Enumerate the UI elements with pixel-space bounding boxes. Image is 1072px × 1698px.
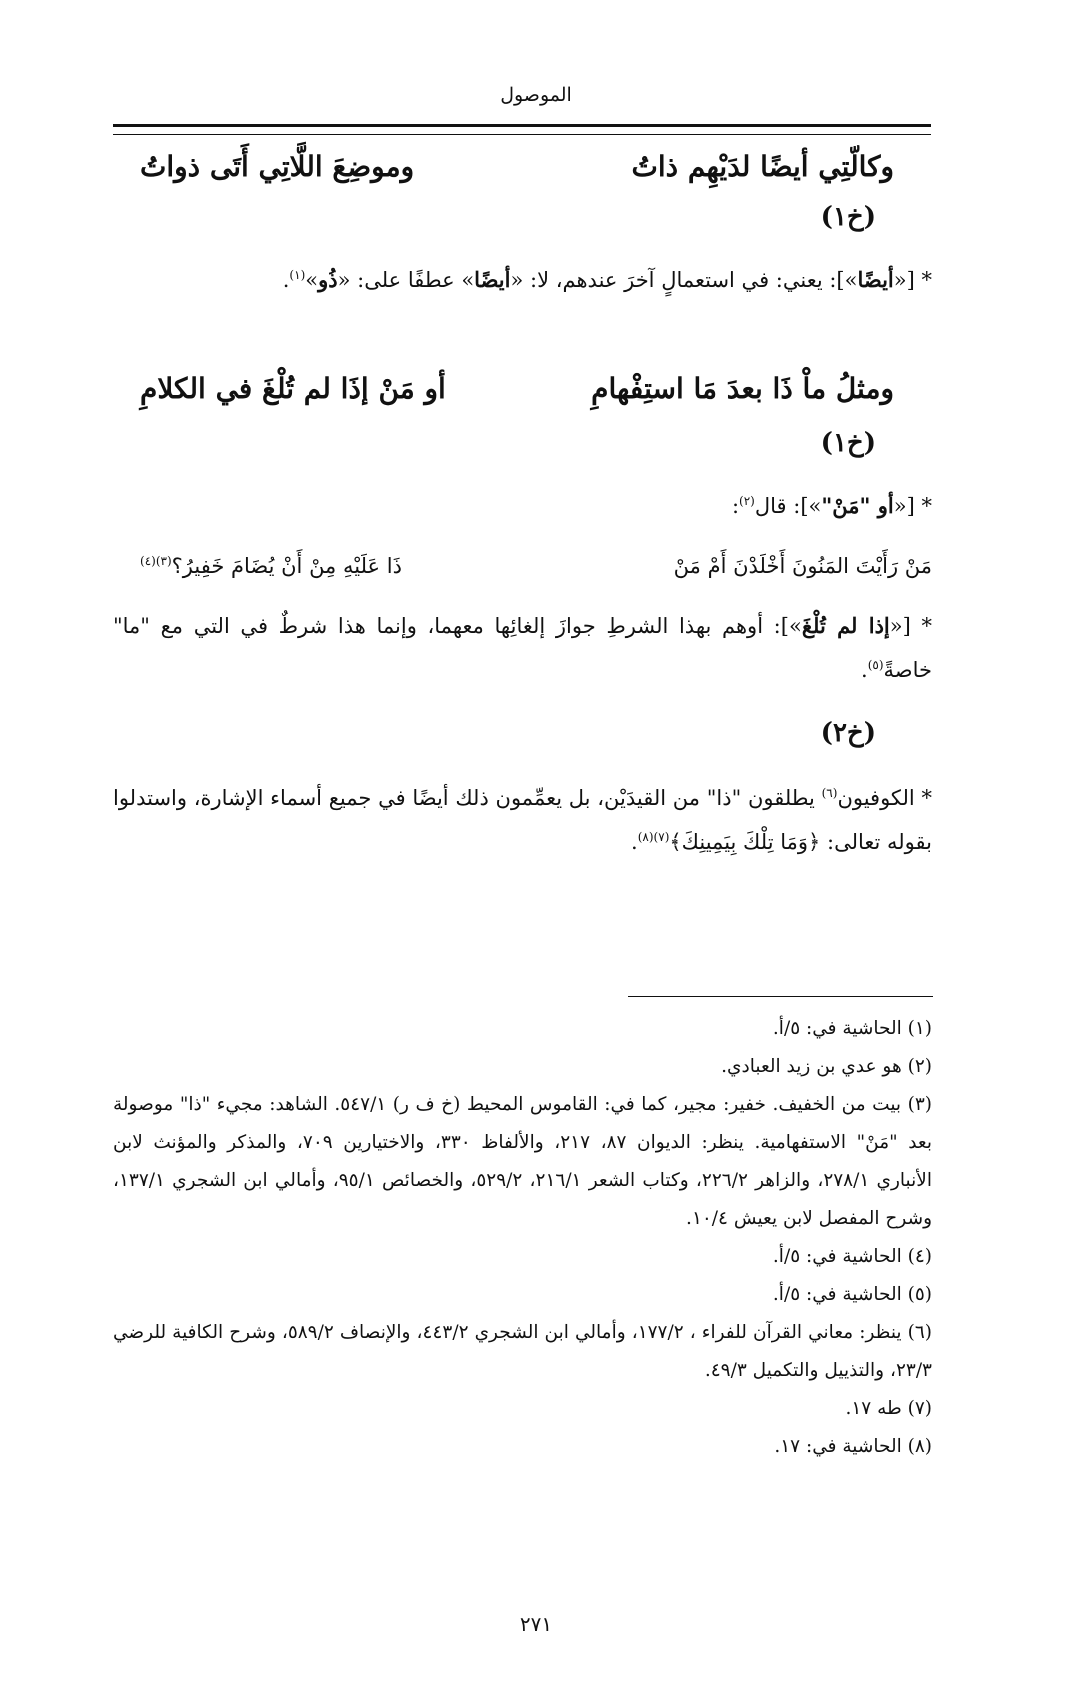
punctuation: : (731, 494, 740, 518)
footnote-7: (٧) طه ١٧. (845, 1398, 932, 1419)
poem-right-hemistich: مَنْ رَأَيْتَ المَنُونَ أَخْلَدْنَ أَمْ مَنْ (673, 554, 932, 578)
keyword: أيضًا (857, 267, 894, 292)
footnote-1: (١) الحاشية في: ٥/أ. (772, 1018, 932, 1039)
punctuation: . (631, 830, 638, 854)
bracket-open: [« (893, 494, 915, 518)
footnote-3: (٣) بيت من الخفيف. خفير: مجير، كما في: القاموس المحيط (خ ف ر) ٥٤٧/١. الشاهد: مجيء "ذا" موصولة بعد "مَنْ" الاستفهامية. ينظر: الديوان ٨٧، ٢١٧، والألفاظ ٣٣٠، والاختيارين ٧٠٩، والمذكر والمؤنث لابن الأنباري ٢٧٨/١، والزاهر ٢٢٦/٢، وكتاب الشعر ٢١٦/١، ٥٢٩/٢، والخصائص ٩٥/١، وأمالي ابن الشجري ١٣٧/١، وشرح المفصل لابن يعيش ١٠/٤. (113, 1094, 932, 1229)
paragraph-text: » عطفًا على: « (337, 268, 475, 292)
footnote-ref[interactable]: (٧)(٨) (637, 830, 670, 844)
commentary-paragraph-1 (113, 258, 932, 302)
manuscript-marker-2: (خ١) (820, 428, 876, 458)
page-number: ٢٧١ (519, 1612, 553, 1636)
paragraph-text: : قال (754, 494, 801, 518)
poem-left-hemistich-wrap (140, 554, 402, 578)
paragraph-text: : يعني: في استعمالٍ آخرَ عندهم، لا: « (510, 268, 837, 292)
manuscript-marker-3: (خ٢) (820, 718, 876, 748)
verse-1-right-hemistich: وكالّتِي أيضًا لدَيْهِم ذاتُ (631, 150, 894, 183)
commentary-paragraph-2 (113, 484, 932, 528)
footnote-5: (٥) الحاشية في: ٥/أ. (772, 1284, 932, 1305)
running-title: الموصول (500, 84, 572, 106)
footnote-8: (٨) الحاشية في: ١٧. (774, 1436, 932, 1457)
keyword: ذُو (318, 267, 338, 292)
verse-1-left-hemistich: وموضِعَ اللَّاتِي أَتَى ذواتُ (140, 150, 415, 183)
star-marker: * (921, 614, 932, 638)
verse-line-1 (140, 150, 894, 196)
footnote-6: (٦) ينظر: معاني القرآن للفراء ، ١٧٧/٢، وأمالي ابن الشجري ٤٤٣/٢، والإنصاف ٥٨٩/٢، وشرح الكافية للرضي ٢٣/٣، والتذييل والتكميل ٤٩/٣. (113, 1322, 932, 1381)
footnote-ref[interactable]: (٥) (867, 658, 884, 672)
footnote-4: (٤) الحاشية في: ٥/أ. (772, 1246, 932, 1267)
keyword: أو "مَنْ" (821, 493, 894, 518)
verse-2-right-hemistich: ومثلُ ماْ ذَا بعدَ مَا استِفْهامِ (591, 372, 894, 405)
header-rule-thick (113, 124, 931, 127)
footnote-ref[interactable]: (١) (289, 268, 306, 282)
footnote-2: (٢) هو عدي بن زيد العبادي. (721, 1056, 932, 1077)
paragraph-text: » (305, 268, 319, 292)
keyword: أيضًا (474, 267, 511, 292)
paragraph-text: يطلقون "ذا" من القيدَيْن، بل يعمِّمون ذلك أيضًا في جميع أسماء الإشارة، واستدلوا بقوله تعالى: ﴿وَمَا تِلْكَ بِيَمِينِكَ﴾ (113, 786, 932, 854)
footnotes (113, 1010, 932, 1466)
quoted-poem-line (140, 554, 932, 594)
manuscript-marker-1: (خ١) (820, 202, 876, 232)
commentary-paragraph-4 (113, 776, 932, 864)
bracket-close: »] (780, 614, 802, 638)
commentary-paragraph-3 (113, 604, 932, 692)
punctuation: . (282, 268, 290, 292)
footnote-ref[interactable]: (٣)(٤) (140, 554, 172, 568)
keyword: إذا لم تُلْغَ (801, 613, 890, 638)
paragraph-text: الكوفيون (837, 786, 915, 810)
punctuation: . (861, 658, 868, 682)
star-marker: * (921, 786, 932, 810)
header-rule-thin (113, 134, 931, 135)
star-marker: * (921, 494, 932, 518)
footnote-ref[interactable]: (٢) (739, 494, 755, 508)
paragraph-text: : أوهم بهذا الشرطِ جوازَ إلغائِها معهما، وإنما هذا شرطٌ في التي مع "ما" خاصةً (113, 614, 932, 682)
footnote-separator (628, 996, 933, 997)
bracket-open: [« (893, 268, 915, 292)
poem-left-hemistich: ذَا عَلَيْهِ مِنْ أَنْ يُضَامَ خَفِيرُ؟ (171, 554, 402, 578)
bracket-close: »] (800, 494, 822, 518)
bracket-open: [« (889, 614, 911, 638)
footnote-ref[interactable]: (٦) (821, 786, 838, 800)
bracket-close: »] (836, 268, 858, 292)
verse-line-2 (140, 372, 894, 418)
star-marker: * (921, 268, 932, 292)
verse-2-left-hemistich: أو مَنْ إذَا لم تُلْغَ في الكلامِ (140, 372, 446, 405)
